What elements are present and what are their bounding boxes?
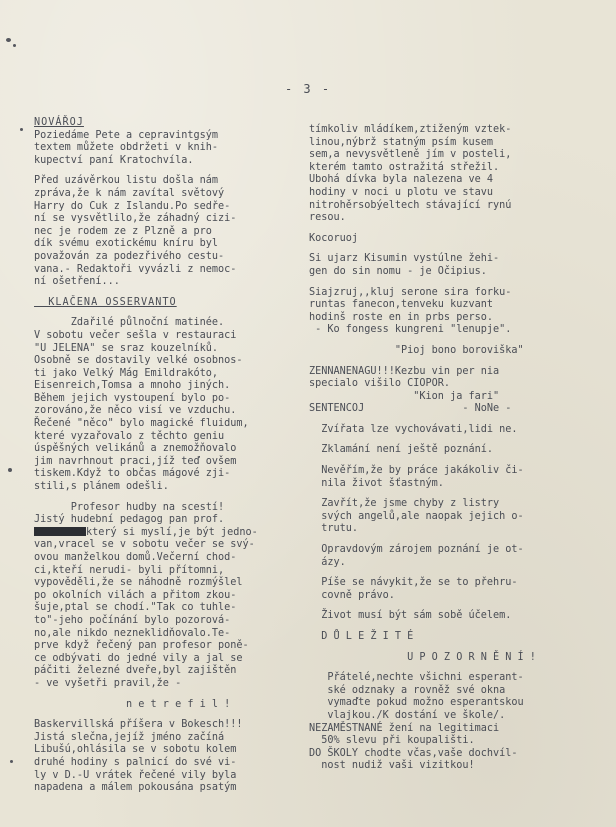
ink-spot [8,468,12,472]
text-line: specialo višilo CIOPOR. [309,378,451,390]
text-line: stili,s plánem odešli. [34,481,169,493]
line-gap [309,279,609,287]
text-line: 50% slevu při koupališti. [309,735,475,747]
text-line: resou. [309,212,346,224]
text-line: Píše se návykit,že se to přehru- [309,577,518,589]
text-line: Zavřít,že jsme chyby z listry [309,498,500,510]
text-line: "U JELENA" se sraz kouzelníků. [34,342,219,354]
text-line: dík svému exotickému kníru byl [34,238,219,250]
section-heading: NOVÁŘOJ [34,117,84,128]
text-line: Přátelé,nechte všichni esperant- [309,672,524,684]
text-line: ly v D.-U vrátek řečené vily byla [34,769,237,781]
right-column [309,124,609,773]
line-gap [309,664,609,672]
text-line: považován za podezřivého cestu- [34,250,225,262]
ink-spot [13,44,16,47]
text-line: no,ale nikdo nezneklidňovalo.Te- [34,627,231,639]
text-line: Poziedáme Pete a cepravintgsým [34,129,219,141]
text-line: SENTENCOJ - NoNe - [309,403,512,415]
text-line: tímkoliv mládíkem,ztiženým vztek- [309,124,512,135]
text-line: které vyzařovalo z těchto geniu [34,430,225,442]
text-line: Kocoruoj [309,232,359,244]
text-line: ovou manželkou domů.Večerní chod- [34,552,237,563]
ink-spot [10,760,13,763]
line-gap [309,457,609,465]
text-line: Harry do Cuk z Islandu.Po sedře- [34,200,231,212]
line-gap [309,337,609,345]
ink-spot [20,128,23,131]
redaction-bar [34,527,86,536]
text-line: trutu. [309,523,359,535]
text-line: U P O Z O R N Ě N Í ! [309,651,536,663]
text-line: vlajkou./K dostání ve škole/. [309,709,506,721]
text-line: nec je rodem ze z Plzně a pro [34,225,212,237]
line-gap [309,416,609,424]
text-line: runtas fanecon,tenveku kuzvant [309,299,494,311]
text-line: druhé hodiny s palnicí do své vi- [34,756,237,768]
text-line: svých angelů,ale naopak jejich o- [309,510,524,522]
text-line: ázy. [309,556,346,568]
line-gap [309,358,609,366]
text-line: Život musí být sám sobě účelem. [309,610,512,622]
text-line: D Ů L E Ž I T É [309,631,414,642]
text-line: Zvířata lze vychovávati,lidi ne. [309,423,518,435]
text-line: po okolních vilách a přitom zkou- [34,589,237,601]
line-gap [309,225,609,233]
line-gap [34,494,306,502]
text-line: Osobně se dostavily velké osobnos- [34,355,243,367]
text-line: Zdařilé půlnoční matinée. [34,317,225,329]
text-line: V sobotu večer sešla v restauraci [34,329,237,341]
text-line: gen do sin nomu - je Očipius. [309,265,487,277]
text-line: Nevěřím,že by práce jakákoliv či- [309,465,524,477]
left-column [34,117,306,795]
line-gap [34,289,306,297]
text-line: Profesor hudby na scestí! [34,501,225,513]
text-line: páčiti železné dveře,byl zajištěn [34,665,237,677]
section-heading: KLAČENA OSSERVANTO [34,296,177,308]
text-line: zorováno,že něco visí ve vzduchu. [34,405,237,417]
text-line: ní ošetření... [34,276,120,288]
text-line: - Ko fongess kungreni "lenupje". [309,324,512,336]
text-line: Baskervillská příšera v Bokesch!!! [34,719,243,731]
text-line: textem můžete obdržeti v knih- [34,142,219,154]
text-line: Před uzávěrkou listu došla nám [34,175,219,187]
text-line: Jistá slečna,jejíž jméno začíná [34,731,225,743]
text-line: zpráva,že k nám zavítal světový [34,187,225,199]
text-line: ZENNANENAGU!!!Kezbu vin per nia [309,365,500,377]
text-line: hodiny v noci u plotu ve stavu [309,186,494,198]
text-line: covně právo. [309,589,395,601]
text-line: vypověděli,že se náhodně rozmýšlel [34,577,243,589]
line-gap [34,711,306,719]
line-gap [309,644,609,652]
text-line: - ve vyšetři pravil,že - [34,677,182,689]
text-line: hodinš roste en in prbs perso. [309,311,494,323]
text-line: ti jako Velký Mág Emildrakóto, [34,367,219,379]
text-line: sem,a nevysvětleně jím v posteli, [309,149,512,161]
text-line: Během jejich vystoupení bylo po- [34,392,231,404]
text-line: Řečené "něco" bylo magické fluidum, [34,418,249,430]
line-gap [309,536,609,544]
text-line: Libušú,ohlásila se v sobotu kolem [34,744,237,756]
text-line: linou,nýbrž statným psím kusem [309,136,494,148]
page-number: - 3 - [284,82,332,96]
text-line: van,vracel se v sobotu večer se svý- [34,539,255,551]
text-line: "Pioj bono boroviška" [309,344,524,356]
text-line: vymaďte pokud možno esperantskou [309,697,524,709]
text-line: vana.- Redaktoři vyvázli z nemoc- [34,263,237,275]
text-line: ci,kteří nerudi- byli přítomni, [34,564,225,576]
text-line: jim navrhnout praci,jíž teď ovšem [34,455,237,467]
text-line: to"-jeho počínání bylo pozorová- [34,614,231,626]
text-line: kupectví paní Kratochvíla. [34,154,194,166]
text-line: ní se vysvětlilo,že záhadný cizi- [34,213,237,225]
text-line: nitrohěrsobýeltech stávající rynú [309,199,512,211]
text-line: kterém tamto ostražitá střežil. [309,161,500,173]
text-line: Eisenreich,Tomsa a mnoho jiných. [34,380,231,392]
text-line: n e t r e f i l ! [34,698,231,710]
text-line: nila život šťastným. [309,477,444,489]
text-line: Opravdovým zárojem poznání je ot- [309,544,524,556]
text-line: ce odbývati do jedné vily a jal se [34,652,243,664]
line-gap [34,691,306,699]
redacted-line [34,527,306,540]
text-line: tiskem.Když to občas mágové zji- [34,468,231,480]
text-line: ské odznaky a rovněž své okna [309,684,506,696]
text-line: Zklamání není ještě poznání. [309,444,494,456]
text-line: Ubohá dívka byla nalezena ve 4 [309,174,494,186]
text-line: napadena a málem pokousána psatým [34,782,237,794]
text-line: "Kion ja fari" [309,390,500,402]
text-line: Jistý hudební pedagog pan prof. [34,514,225,526]
text-line: Si ujarz Kisumin vystúlne žehi- [309,253,500,265]
text-line: NEZAMĚSTNANÉ žení na legitimaci [309,722,500,734]
text-line: DO ŠKOLY chodte včas,vaše dochvíl- [309,747,518,759]
text-line: Siajzruj,,kluj serone sira forku- [309,286,512,298]
text-line: prve když řečený pan profesor poně- [34,640,249,652]
ink-spot [6,38,11,42]
line-gap [309,623,609,631]
text-line: úspěšných velikánů a znemožňovalo [34,443,237,455]
text-line: který si myslí,je být jedno- [86,526,258,538]
text-line: nost nudiž vaši vizitkou! [309,760,475,772]
text-line: šuje,ptal se chodí."Tak co tuhle- [34,602,237,614]
